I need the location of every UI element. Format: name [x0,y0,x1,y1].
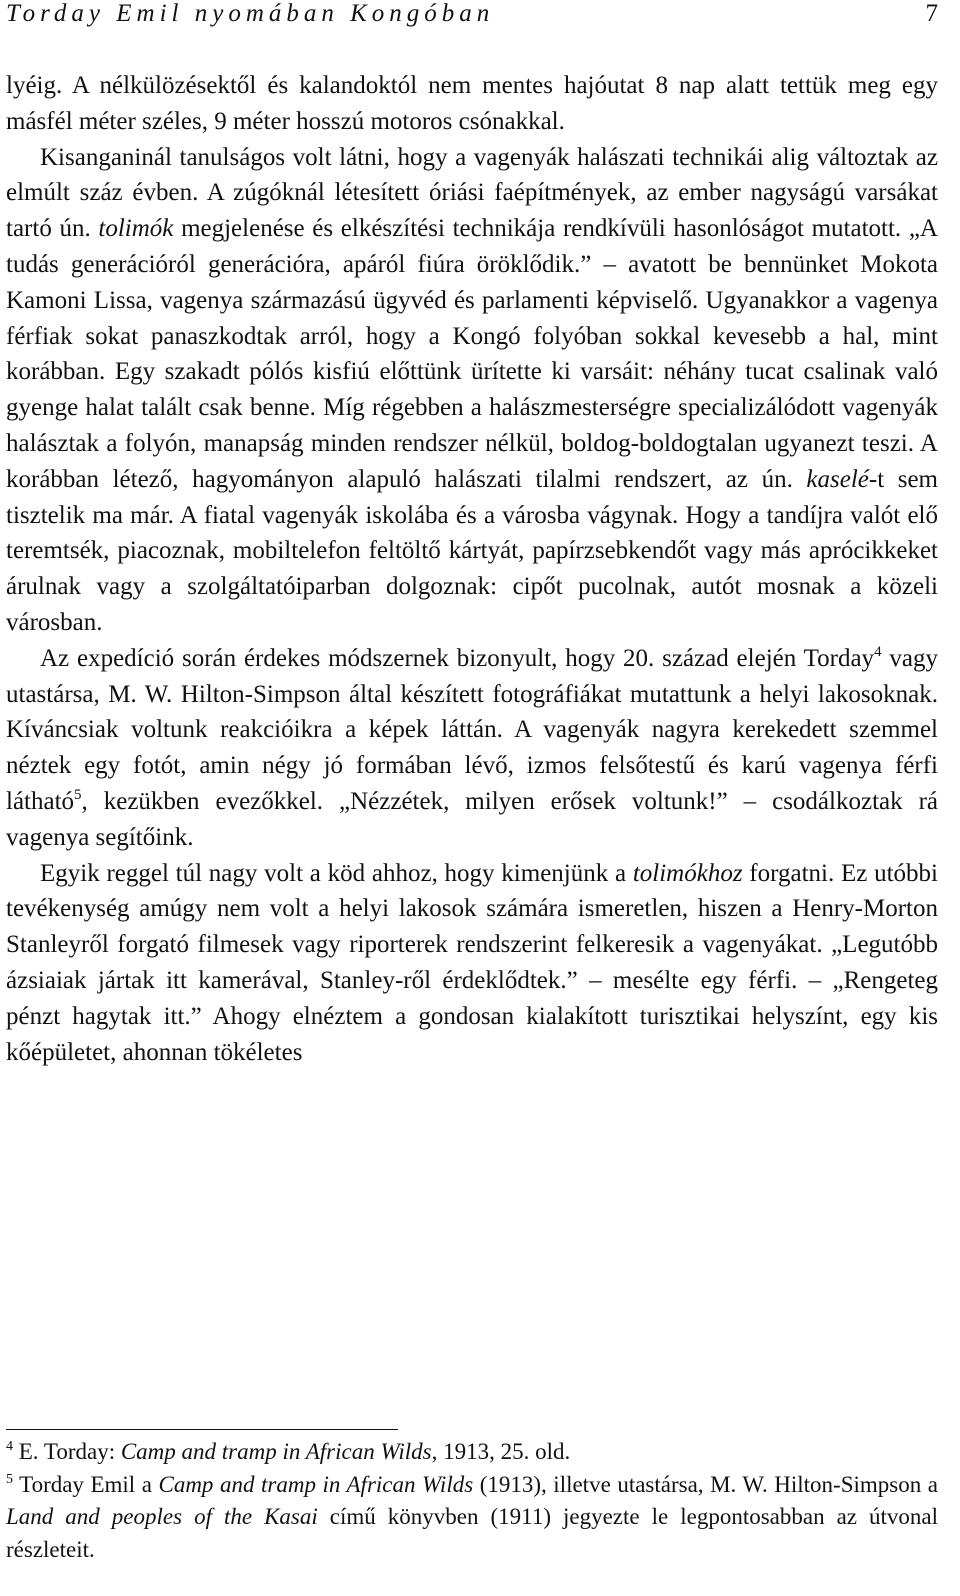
text-run: Kisanganinál tanulságos volt látni, hogy a vagenyák halászati technikái alig változtak az elmúlt száz évben. A zúgóknál létesített óriási faépítmények, az ember nagyságú varsákat tartó ún. [6,143,938,243]
paragraph-1 [6,68,938,140]
text-run: megjelenése és elkészítési technikája rendkívüli hasonlóságot mutatott. „A tudás generációról generációra, apáról fiúra öröklődik.” – avatott be bennünket Mokota Kamoni Lissa, vagenya származású ügyvéd és parlamenti képviselő. Ugyanakkor a vagenya férfiak sokat panaszkodtak arról, hogy a Kongó folyóban sokkal kevesebb a hal, mint korábban. Egy szakadt pólós kisfiú előttünk ürítette ki varsáit: néhány tucat csalinak való gyenge halat talált csak benne. Míg régebben a halászmesterségre specializálódott vagenyák halásztak a folyón, manapság minden rendszer nélkül, boldog-boldogtalan ugyanezt teszi. A korábban létező, hagyományon alapuló halászati tilalmi rendszert, az ún. [6,215,938,493]
footnotes [6,1436,938,1566]
body-text [6,68,938,1070]
text-run: E. Torday: [13,1439,121,1464]
paragraph-3 [6,641,938,856]
footnote-mark-5: 5 [6,1471,13,1487]
running-title: Torday Emil nyomában Kongóban [6,0,495,27]
text-run: Torday Emil a [13,1471,159,1497]
italic-term-tolimok: tolimók [98,215,174,243]
footnote-4 [6,1436,938,1469]
paragraph-1-text: lyéig. A nélkülözésektől és kalandoktól nem mentes hajóutat 8 nap alatt tettük meg egy másfél méter széles, 9 méter hosszú motoros csónakkal. [6,72,938,135]
text-run: Az expedíció során érdekes módszernek bizonyult, hogy 20. század elején Torday [40,644,875,672]
paragraph-4 [6,856,938,1071]
book-title: Land and peoples of the Kasai [6,1504,318,1529]
italic-term-tolimokhoz: tolimókhoz [632,859,743,887]
text-run: (1913), illetve utastársa, M. W. Hilton-Simpson a [473,1471,938,1497]
page-number: 7 [925,0,938,27]
book-title: Camp and tramp in African Wilds [120,1439,432,1464]
text-run: forgatni. Ez utóbbi tevékenység amúgy nem volt a helyi lakosok számára ismeretlen, hiszen a Henry-Morton Stanleyről forgató filmesek vagy riporterek rendszerint felkeresik a vagenyákat. „Legutóbb ázsiaiak jártak itt kamerával, Stanley-ről érdeklődtek.” – mesélte egy férfi. – „Rengeteg pénzt hagytak itt.” Ahogy elnéztem a gondosan kialakított turisztikai helyszínt, egy kis kőépületet, ahonnan tökéletes [6,859,938,1066]
text-run: -t sem tisztelik ma már. A fiatal vagenyák iskolába és a városba vágynak. Hogy a tandíjra valót elő teremtsék, piacoznak, mobiltelefon feltöltő kártyát, papírzsebkendőt vagy más aprócikkeket árulnak vagy a szolgáltatóiparban dolgoznak: cipőt pucolnak, autót mosnak a közeli városban. [6,465,938,636]
text-run: , 1913, 25. old. [431,1439,571,1464]
text-run: vagy utastársa, M. W. Hilton-Simpson által készített fotográfiákat mutattunk a helyi lakosoknak. Kíváncsiak voltunk reakcióikra a képek láttán. A vagenyák nagyra kerekedett szemmel néztek egy fotót, amin négy jó formában lévő, izmos felsőtestű és karú vagenya férfi látható [6,644,938,815]
paragraph-2 [6,140,938,641]
text-run: Egyik reggel túl nagy volt a köd ahhoz, hogy kimenjünk a [40,859,633,887]
footnote-mark-4: 4 [6,1439,13,1454]
running-header [6,0,938,34]
footnote-5 [6,1469,938,1567]
text-run: című könyvben (1911) jegyezte le legpontosabban az útvonal részleteit. [6,1504,938,1562]
text-run: , kezükben evezőkkel. „Nézzétek, milyen erősek voltunk!” – csodálkoztak rá vagenya segítőink. [6,787,938,851]
footnote-separator [6,1429,398,1430]
book-title: Camp and tramp in African Wilds [158,1471,474,1497]
footnote-ref-5[interactable]: 5 [74,786,82,803]
italic-term-kasele: kaselé [806,465,869,493]
footnote-ref-4[interactable]: 4 [874,643,882,660]
